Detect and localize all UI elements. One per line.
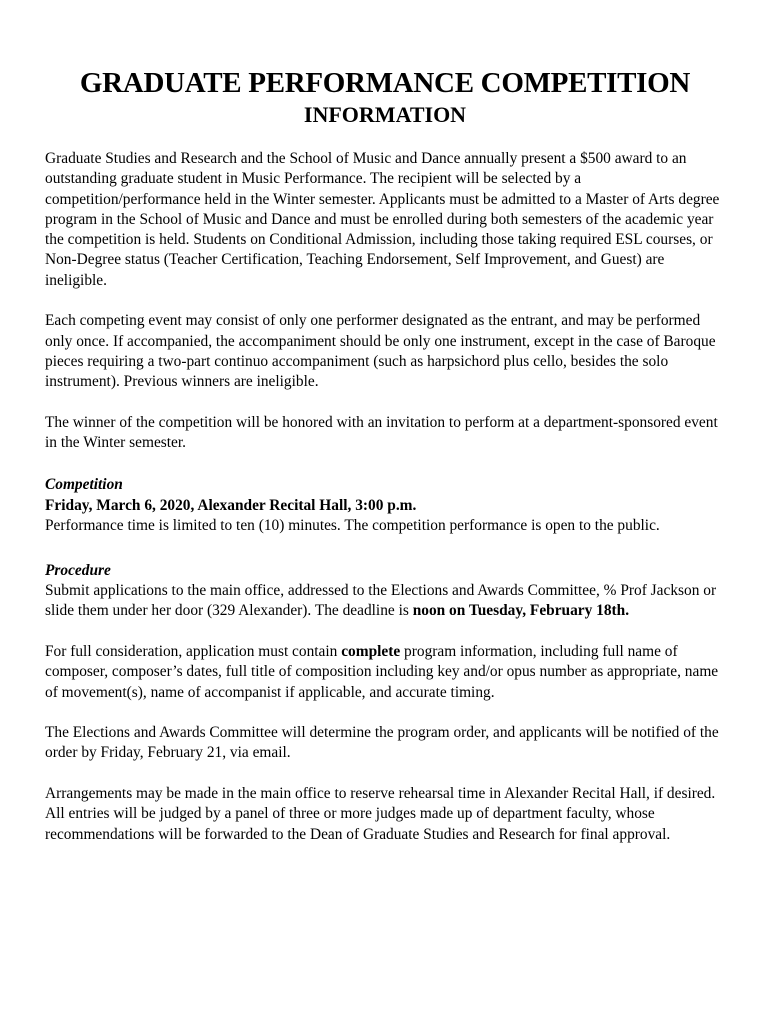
document-title: GRADUATE PERFORMANCE COMPETITION — [79, 67, 691, 99]
procedure-heading: Procedure — [45, 562, 111, 580]
procedure-paragraph-2-before: For full consideration, application must contain — [45, 642, 342, 660]
intro-paragraph-3: The winner of the competition will be honored with an invitation to perform at a department-sponsored event in the Winter semester. — [45, 413, 718, 452]
document-subtitle: INFORMATION — [303, 102, 467, 127]
procedure-deadline: noon on Tuesday, February 18th. — [412, 602, 630, 620]
procedure-complete-emphasis: complete — [341, 642, 401, 660]
procedure-paragraph-4: Arrangements may be made in the main office to reserve rehearsal time in Alexander Recital Hall, if desired. All entries will be judged by a panel of three or more judges made up of department faculty, whose recommendations will be forwarded to the Dean of Graduate Studies and Research for final approval. — [45, 785, 716, 843]
procedure-paragraph-1 — [45, 581, 729, 622]
competition-event: Friday, March 6, 2020, Alexander Recital Hall, 3:00 p.m. — [45, 496, 417, 514]
competition-note: Performance time is limited to ten (10) minutes. The competition performance is open to the public. — [45, 516, 660, 534]
intro-paragraph-1: Graduate Studies and Research and the School of Music and Dance annually present a $500 award to an outstanding graduate student in Music Performance. The recipient will be selected by a competition/performance held in the Winter semester. Applicants must be admitted to a Master of Arts degree program in the School of Music and Dance and must be enrolled during both semesters of the academic year the competition is held. Students on Conditional Admission, including those taking required ESL courses, or Non-Degree status (Teacher Certification, Teaching Endorsement, Self Improvement, and Guest) are ineligible. — [45, 150, 720, 289]
procedure-paragraph-1-text: Submit applications to the main office, addressed to the Elections and Awards Committee, % Prof Jackson or slide them under her door (329 Alexander). The deadline is — [45, 582, 717, 620]
competition-heading: Competition — [45, 475, 123, 493]
competition-section — [45, 474, 729, 536]
procedure-paragraph-3: The Elections and Awards Committee will determine the program order, and applicants will be notified of the order by Friday, February 21, via email. — [45, 724, 719, 762]
intro-paragraph-2: Each competing event may consist of only one performer designated as the entrant, and may be performed only once. If accompanied, the accompaniment should be only one instrument, except in the case of Baroque pieces requiring a two-part continuo accompaniment (such as harpsichord plus cello, besides the solo instrument). Previous winners are ineligible. — [45, 312, 716, 391]
procedure-paragraph-2 — [45, 642, 729, 703]
procedure-section — [45, 560, 729, 845]
document-body — [45, 149, 729, 865]
procedure-paragraph-2-after: program information, including full name of composer, composer’s dates, full title of composition including key and/or opus number as appropriate, name of movement(s), name of accompanist if applicable, and accurate timing. — [45, 642, 719, 701]
